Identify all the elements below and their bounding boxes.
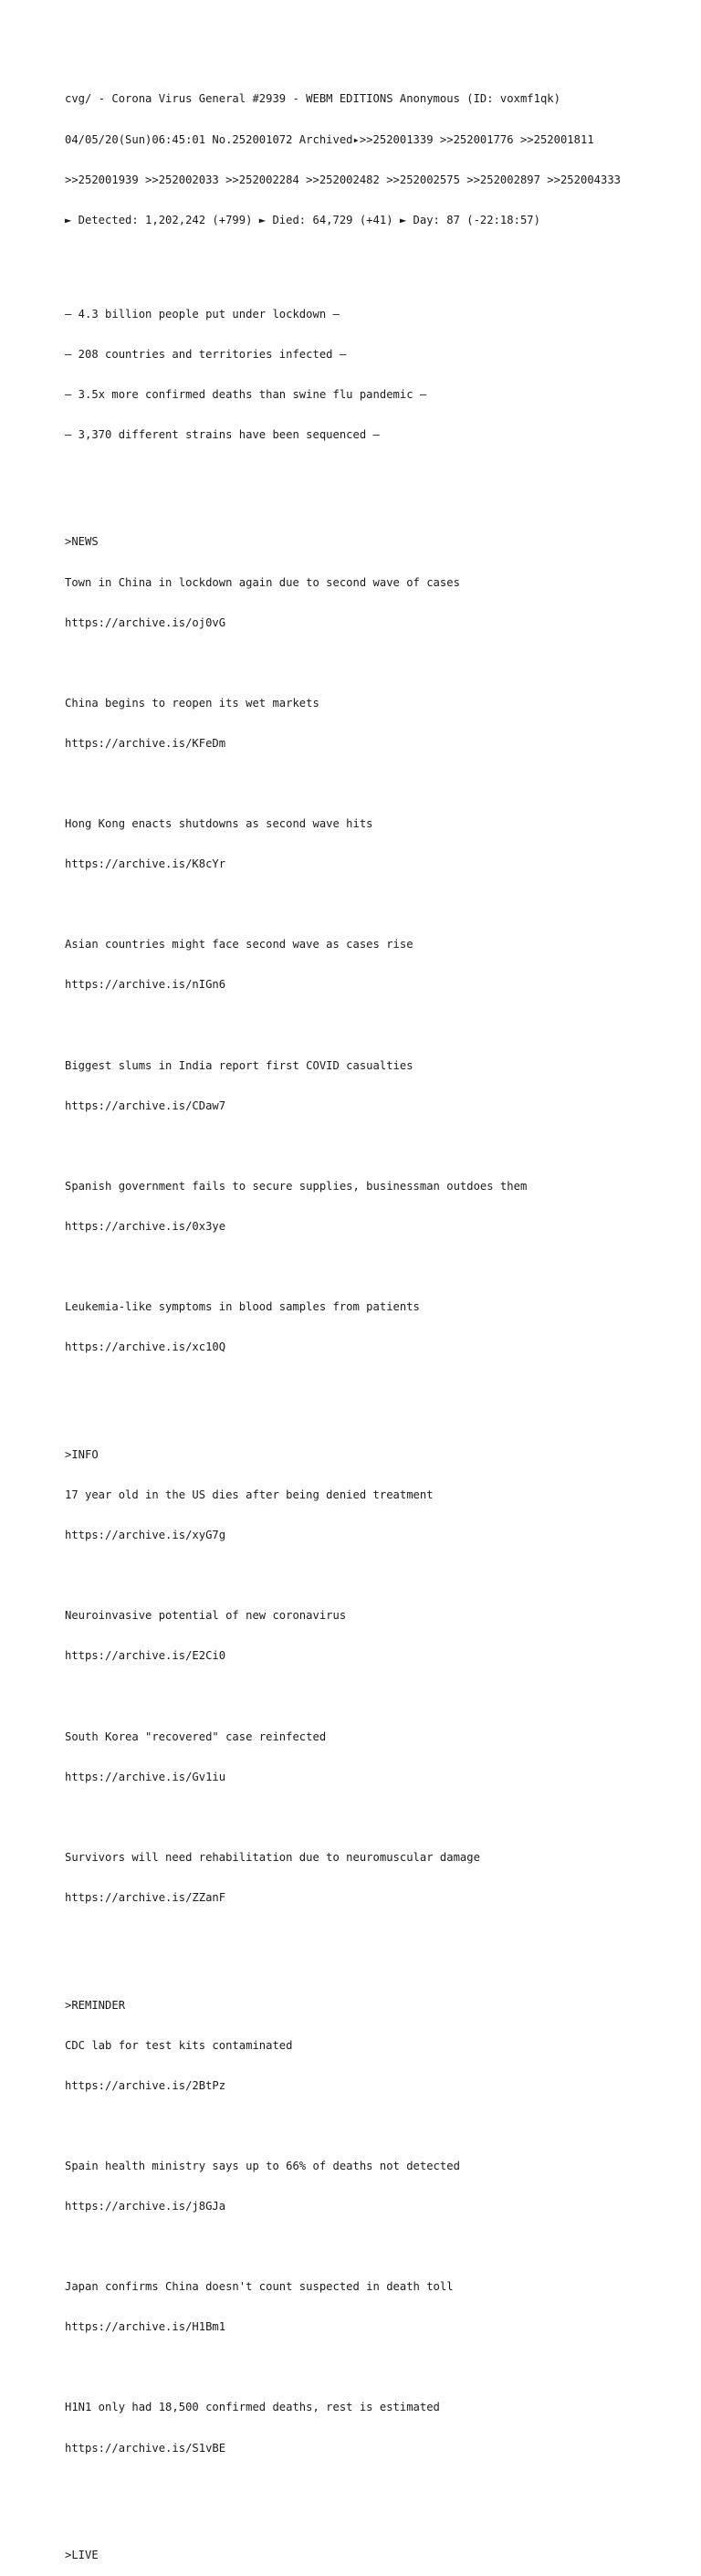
stat-line: — 208 countries and territories infected — [65,347,347,361]
post-document [65,66,695,2576]
spacer [65,2482,695,2496]
spacer [65,2119,695,2133]
news-item-title: Spanish government fails to secure supplies, businessman outdoes them [65,1179,528,1193]
section-heading-info: >INFO [65,1447,99,1461]
news-item-link[interactable]: https://archive.is/oj0vG [65,615,226,629]
reminder-item-link[interactable]: https://archive.is/S1vBE [65,2441,226,2455]
stats-ticker-line: ► Detected: 1,202,242 (+799) ► Died: 64,729 (+41) ► Day: 87 (-22:18:57) [65,213,540,226]
news-item-link[interactable]: https://archive.is/KFeDm [65,736,226,750]
spacer [65,254,695,268]
post-meta-line: 04/05/20(Sun)06:45:01 No.252001072 Archived▸>>252001339 >>252001776 >>252001811 [65,132,594,146]
spacer [65,2240,695,2254]
spacer [65,1381,695,1394]
spacer [65,1811,695,1824]
info-item-link[interactable]: https://archive.is/xyG7g [65,1529,226,1542]
spacer [65,898,695,911]
stat-line: — 4.3 billion people put under lockdown — [65,307,340,321]
info-item-title: South Korea "recovered" case reinfected [65,1730,327,1743]
news-item-link[interactable]: https://archive.is/K8cYr [65,857,226,871]
stat-line: — 3.5x more confirmed deaths than swine flu pandemic — [65,387,427,401]
news-item-title: Town in China in lockdown again due to second wave of cases [65,575,460,589]
section-heading-news: >NEWS [65,535,99,549]
reminder-item-title: CDC lab for test kits contaminated [65,2038,293,2052]
info-item-title: 17 year old in the US dies after being denied treatment [65,1488,434,1502]
news-item-title: Biggest slums in India report first COVID casualties [65,1058,413,1072]
info-item-link[interactable]: https://archive.is/E2Ci0 [65,1649,226,1663]
reply-links-line: >>252001939 >>252002033 >>252002284 >>252002482 >>252002575 >>252002897 >>252004333 [65,173,622,186]
spacer [65,777,695,791]
spacer [65,1689,695,1703]
news-item-link[interactable]: https://archive.is/xc10Q [65,1341,226,1354]
news-item-link[interactable]: https://archive.is/0x3ye [65,1220,226,1234]
section-heading-live: >LIVE [65,2549,99,2562]
info-item-link[interactable]: https://archive.is/ZZanF [65,1890,226,1904]
news-item-title: China begins to reopen its wet markets [65,696,319,710]
spacer [65,2360,695,2374]
spacer [65,1931,695,1945]
reminder-item-title: Spain health ministry says up to 66% of deaths not detected [65,2159,460,2172]
news-item-title: Asian countries might face second wave as cases rise [65,938,413,952]
news-item-link[interactable]: https://archive.is/CDaw7 [65,1099,226,1112]
spacer [65,1140,695,1153]
reminder-item-title: Japan confirms China doesn't count suspected in death toll [65,2280,454,2294]
section-heading-reminder: >REMINDER [65,1998,126,2012]
thread-title-line: cvg/ - Corona Virus General #2939 - WEBM EDITIONS Anonymous (ID: voxmf1qk) [65,92,560,106]
info-item-title: Survivors will need rehabilitation due to neuromuscular damage [65,1850,480,1864]
spacer [65,1569,695,1582]
news-item-title: Leukemia-like symptoms in blood samples from patients [65,1300,420,1314]
spacer [65,657,695,670]
reminder-item-link[interactable]: https://archive.is/2BtPz [65,2078,226,2092]
news-item-link[interactable]: https://archive.is/nIGn6 [65,978,226,992]
spacer [65,1260,695,1274]
spacer [65,1019,695,1033]
stat-line: — 3,370 different strains have been sequenced — [65,427,380,441]
reminder-item-link[interactable]: https://archive.is/j8GJa [65,2200,226,2213]
reminder-item-link[interactable]: https://archive.is/H1Bm1 [65,2320,226,2334]
info-item-link[interactable]: https://archive.is/Gv1iu [65,1770,226,1783]
info-item-title: Neuroinvasive potential of new coronavirus [65,1609,347,1623]
news-item-title: Hong Kong enacts shutdowns as second wave hits [65,817,373,831]
reminder-item-title: H1N1 only had 18,500 confirmed deaths, rest is estimated [65,2401,440,2414]
spacer [65,468,695,482]
